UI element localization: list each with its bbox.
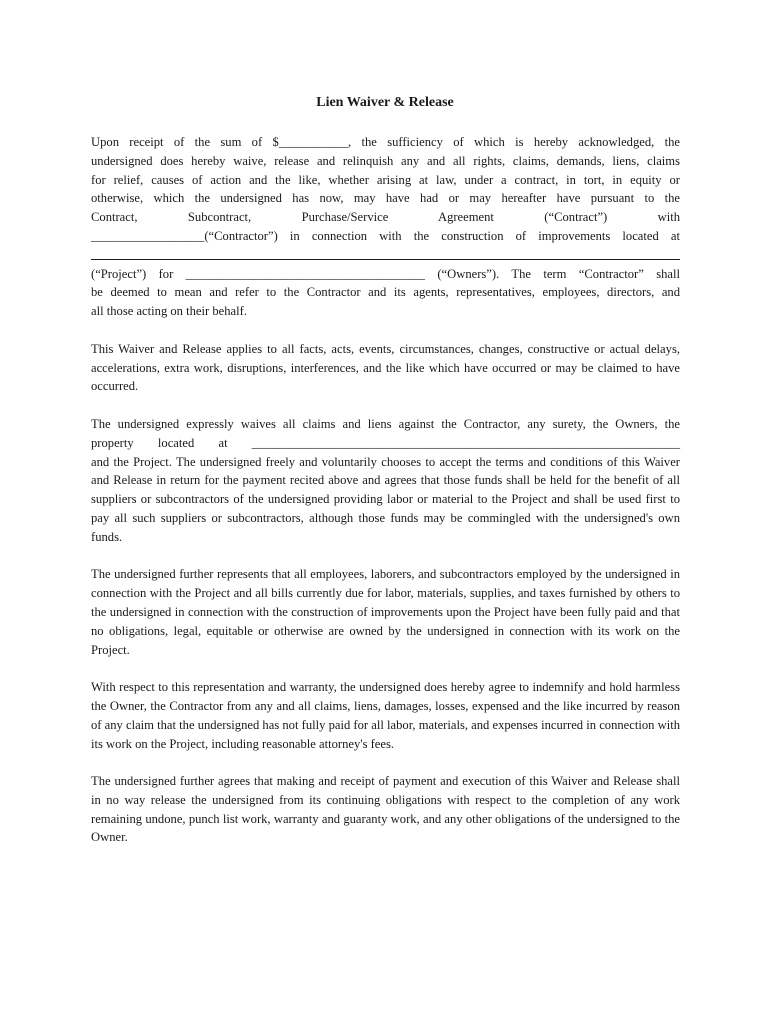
paragraph-line: (“Project”) for ______________________________________ (“Owners”). The term “Contractor” shall [91, 266, 680, 281]
document-body [91, 133, 680, 866]
paragraph-waiver-of-liens [91, 415, 680, 547]
paragraph-line: Upon receipt of the sum of $___________, the sufficiency of which is hereby acknowledged, the [91, 135, 680, 149]
paragraph-indemnification: With respect to this representation and warranty, the undersigned does hereby agree to indemnify and hold harmless the Owner, the Contractor from any and all claims, liens, damages, losses, expensed and the like incurred by reason of any claim that the undersigned has not fully paid for all labor, materials, and expenses incurred in connection with its work on the Project, including reasonable attorney's fees. [91, 680, 680, 751]
paragraph-scope: This Waiver and Release applies to all facts, acts, events, circumstances, changes, constructive or actual delays, accelerations, extra work, disruptions, interferences, and the like which have occurred or may be claimed to have occurred. [91, 341, 680, 394]
paragraph-line: undersigned does hereby waive, release and relinquish any and all rights, claims, demands, liens, claims [91, 153, 680, 168]
paragraph-line: otherwise, which the undersigned has now, may have had or may hereafter have pursuant to the [91, 191, 680, 206]
paragraph-line: all those acting on their behalf. [91, 304, 247, 319]
paragraph-line: property located at ____________________________________________________________________ [91, 435, 680, 450]
paragraph-text: and the Project. The undersigned freely and voluntarily chooses to accept the terms and conditions of this Waiver and Release in return for the payment recited above and agrees that those funds shall be held for the benefit of all suppliers or subcontractors of the undersigned providing labor or material to the Project and shall be used first to pay all such suppliers or subcontractors, although those funds may be commingled with the undersigned's own funds. [91, 454, 680, 544]
paragraph-continuing-obligations: The undersigned further agrees that making and receipt of payment and execution of this Waiver and Release shall in no way release the undersigned from its continuing obligations with respect to the completion of any work remaining undone, punch list work, warranty and guaranty work, and any other obligations of the undersigned to the Owner. [91, 774, 680, 845]
blank-line-project-location [91, 246, 680, 265]
paragraph-line: for relief, causes of action and the like, whether arising at law, under a contract, in tort, in equity or [91, 172, 680, 187]
paragraph-representation: The undersigned further represents that all employees, laborers, and subcontractors employed by the undersigned in connection with the Project and all bills currently due for labor, materials, supplies, and taxes furnished by others to the undersigned in connection with the construction of improvements upon the Project have been fully paid and that no obligations, legal, equitable or otherwise are owned by the undersigned in connection with its work on the Project. [91, 567, 680, 657]
paragraph-payment-release [91, 133, 680, 321]
document-title: Lien Waiver & Release [316, 95, 454, 110]
paragraph-line: Contract, Subcontract, Purchase/Service Agreement (“Contract”) with [91, 210, 680, 225]
paragraph-line: be deemed to mean and refer to the Contractor and its agents, representatives, employees, directors, and [91, 285, 680, 300]
paragraph-line: The undersigned expressly waives all claims and liens against the Contractor, any surety, the Owners, the [91, 416, 680, 431]
paragraph-line: __________________(“Contractor”) in connection with the construction of improvements located at [91, 228, 680, 243]
